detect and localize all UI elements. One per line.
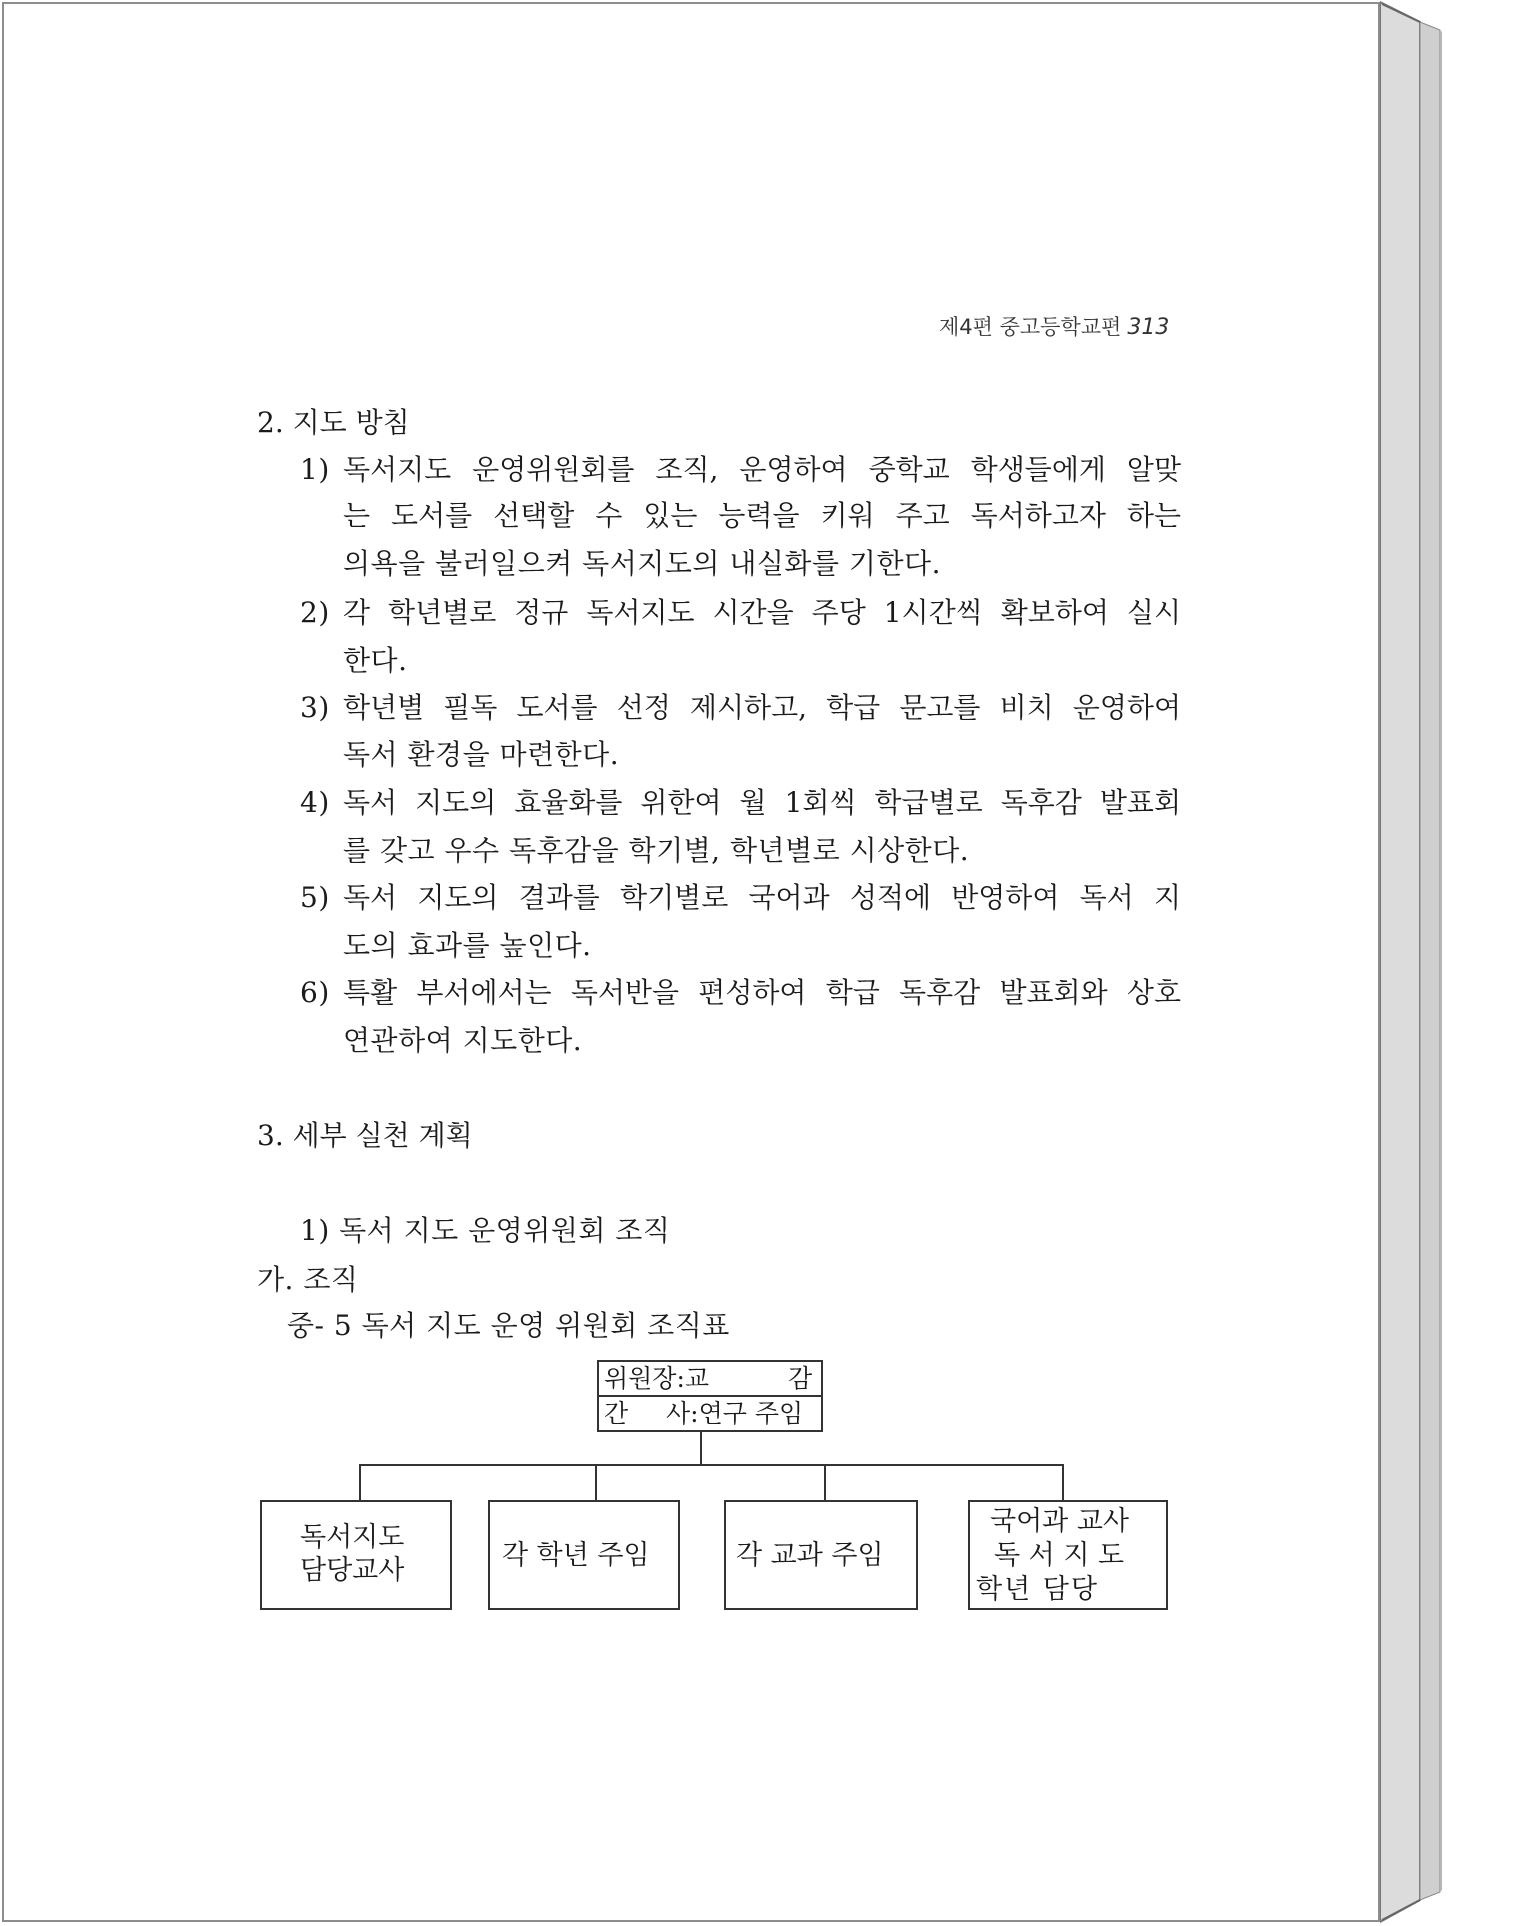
box-1-line-1: 독서지도 [300, 1522, 405, 1553]
connector-drop-2 [595, 1464, 597, 1501]
connector-drop-3 [824, 1464, 826, 1501]
item-2-line-2: 한다. [343, 644, 408, 677]
item-4-line-2: 를 갖고 우수 독후감을 학기별, 학년별로 시상한다. [343, 834, 970, 867]
item-3-line-1: 학년별 필독 도서를 선정 제시하고, 학급 문고를 비치 운영하여 [343, 691, 1181, 724]
box-2-line-1: 각 학년 주임 [502, 1540, 650, 1571]
chart-caption: 중- 5 독서 지도 운영 위원회 조직표 [287, 1309, 730, 1342]
top-box-divider [599, 1395, 821, 1397]
item-3-line-2: 독서 환경을 마련한다. [343, 738, 620, 771]
item-1-line-2: 는 도서를 선택할 수 있는 능력을 키워 주고 독서하고자 하는 [343, 499, 1181, 532]
item-1-line-3: 의욕을 불러일으켜 독서지도의 내실화를 기한다. [343, 547, 941, 580]
page-number: 313 [1127, 315, 1170, 340]
top-box-chair-label: 위원장:교 [604, 1364, 710, 1393]
box-4-line-3: 학년 담당 [976, 1574, 1099, 1605]
item-5-line-2: 도의 효과를 높인다. [343, 929, 592, 962]
section-3-heading: 3. 세부 실천 계획 [257, 1119, 473, 1152]
subsection-ga-heading: 가. 조직 [257, 1263, 359, 1296]
item-1-line-1: 독서지도 운영위원회를 조직, 운영하여 중학교 학생들에게 알맞 [343, 453, 1181, 486]
top-box-chair-value: 감 [788, 1364, 813, 1393]
box-1-line-2: 담당교사 [300, 1555, 405, 1586]
top-box-secretary-value: 사:연구 주임 [666, 1399, 804, 1428]
item-3-number: 3) [300, 691, 330, 724]
item-6-number: 6) [300, 976, 330, 1009]
item-6-line-1: 특활 부서에서는 독서반을 편성하여 학급 독후감 발표회와 상호 [343, 976, 1181, 1009]
connector-drop-1 [359, 1464, 361, 1501]
running-title: 제4편 중고등학교편 [939, 315, 1122, 339]
section-2-heading: 2. 지도 방침 [257, 406, 410, 439]
box-4-line-1: 국어과 교사 [990, 1506, 1129, 1537]
item-2-number: 2) [300, 596, 330, 629]
connector-horizontal [359, 1464, 1064, 1466]
item-6-line-2: 연관하여 지도한다. [343, 1024, 583, 1057]
page [2, 2, 1380, 1922]
book-page-edge [1380, 0, 1522, 1926]
box-3-line-1: 각 교과 주임 [736, 1540, 884, 1571]
item-2-line-1: 각 학년별로 정규 독서지도 시간을 주당 1시간씩 확보하여 실시 [343, 596, 1181, 629]
subsection-1-heading: 1) 독서 지도 운영위원회 조직 [300, 1214, 671, 1247]
item-5-number: 5) [300, 881, 330, 914]
connector-drop-4 [1062, 1464, 1064, 1501]
running-header [939, 317, 1169, 339]
item-1-number: 1) [300, 453, 330, 486]
item-4-number: 4) [300, 786, 330, 819]
top-box-secretary-label: 간 [604, 1399, 629, 1428]
item-4-line-1: 독서 지도의 효율화를 위한여 월 1회씩 학급별로 독후감 발표회 [343, 786, 1181, 819]
box-4-line-2: 독 서 지 도 [994, 1540, 1125, 1571]
item-5-line-1: 독서 지도의 결과를 학기별로 국어과 성적에 반영하여 독서 지 [343, 881, 1181, 914]
connector-vertical-top [700, 1431, 702, 1465]
